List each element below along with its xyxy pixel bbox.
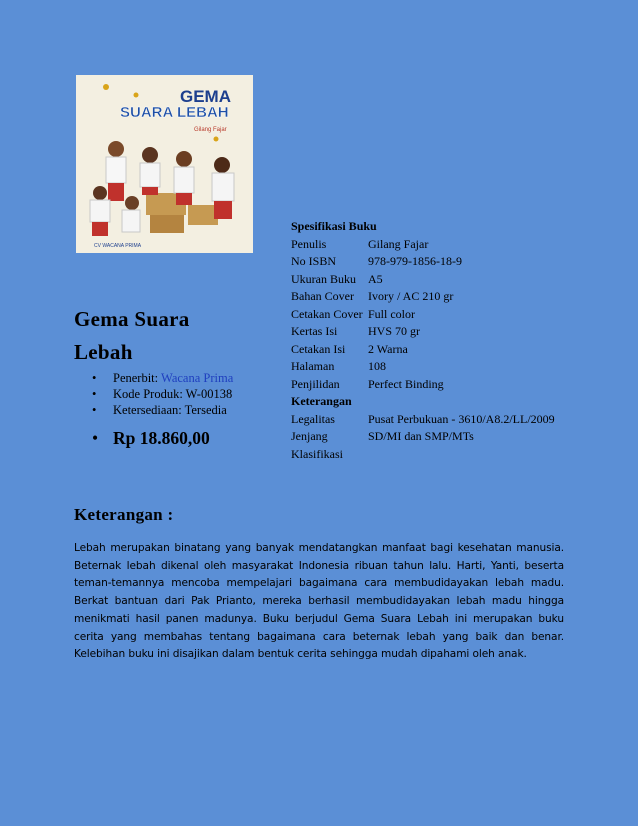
spec-key: Halaman	[291, 359, 335, 373]
spec-heading-2: Keterangan	[291, 394, 352, 408]
spec-row	[291, 341, 555, 359]
spec-value: Perfect Binding	[368, 376, 444, 391]
product-code-item: • Kode Produk: W-00138	[92, 386, 233, 402]
spec-row	[291, 358, 555, 376]
description-text: Lebah merupakan binatang yang banyak mendatangkan manfaat bagi kesehatan manusia. Beternak lebah dikenal oleh masyarakat Indonesia ribuan tahun lalu. Harti, Yanti, beserta teman-temannya mencoba mempelajari bagaimana cara membudidayakan lebah madu. Berkat bantuan dari Pak Prianto, mereka berhasil membudidayakan lebah madu hingga menikmati hasil panen madunya. Buku berjudul Gema Suara Lebah ini merupakan buku cerita yang membahas tentang bagaimana cara beternak lebah yang baik dan benar. Kelebihan buku ini disajikan dalam bentuk cerita sehingga mudah dipahami oleh anak.	[74, 542, 564, 661]
spec-row	[291, 253, 555, 271]
spec-table	[291, 218, 555, 463]
spec-row	[291, 411, 555, 429]
publisher-link[interactable]: Wacana Prima	[161, 371, 234, 385]
spec-value: Ivory / AC 210 gr	[368, 289, 454, 303]
availability-item: • Ketersediaan: Tersedia	[92, 402, 233, 418]
spec-key: Cetakan Isi	[291, 341, 346, 356]
spec-row	[291, 323, 555, 341]
spec-heading: Spesifikasi Buku	[291, 219, 377, 233]
spec-row	[291, 288, 555, 306]
spec-row	[291, 306, 555, 324]
spec-value: A5	[368, 271, 383, 286]
spec-key: Bahan Cover	[291, 289, 354, 303]
spec-row	[291, 236, 555, 254]
book-title-line2: Lebah	[74, 339, 133, 364]
spec-key: Klasifikasi	[291, 446, 343, 461]
spec-value: SD/MI dan SMP/MTs	[368, 429, 474, 443]
cover-author: Gilang Fajar	[194, 127, 227, 133]
book-meta-list	[92, 370, 233, 418]
spec-row	[291, 428, 555, 446]
publisher-item	[92, 370, 233, 386]
publisher-label: Penerbit:	[113, 371, 162, 385]
book-title	[74, 303, 254, 368]
spec-key: Penulis	[291, 236, 327, 251]
spec-key: Jenjang	[291, 429, 328, 443]
book-cover-image	[76, 75, 253, 253]
spec-row	[291, 376, 555, 394]
spec-row	[291, 446, 555, 464]
spec-key: Kertas Isi	[291, 324, 338, 338]
spec-value: 2 Warna	[368, 341, 408, 356]
cover-title-1: GEMA	[180, 87, 231, 106]
spec-key: Legalitas	[291, 411, 335, 426]
spec-key: Penjilidan	[291, 376, 340, 391]
spec-value: Full color	[368, 306, 415, 321]
spec-key: Ukuran Buku	[291, 271, 356, 286]
spec-key: No ISBN	[291, 254, 337, 268]
spec-value: Gilang Fajar	[368, 236, 429, 251]
description-heading: Keterangan :	[74, 505, 174, 524]
spec-key: Cetakan Cover	[291, 306, 363, 321]
cover-title-2: SUARA LEBAH	[120, 104, 229, 121]
spec-value: Pusat Perbukuan - 3610/A8.2/LL/2009	[368, 411, 555, 426]
price: • Rp 18.860,00	[92, 428, 210, 449]
spec-value: 108	[368, 359, 386, 373]
cover-publisher: CV WACANA PRIMA	[94, 243, 142, 249]
spec-value: 978-979-1856-18-9	[368, 254, 462, 268]
spec-row	[291, 271, 555, 289]
spec-value: HVS 70 gr	[368, 324, 421, 338]
book-title-line1: Gema Suara	[74, 307, 190, 331]
